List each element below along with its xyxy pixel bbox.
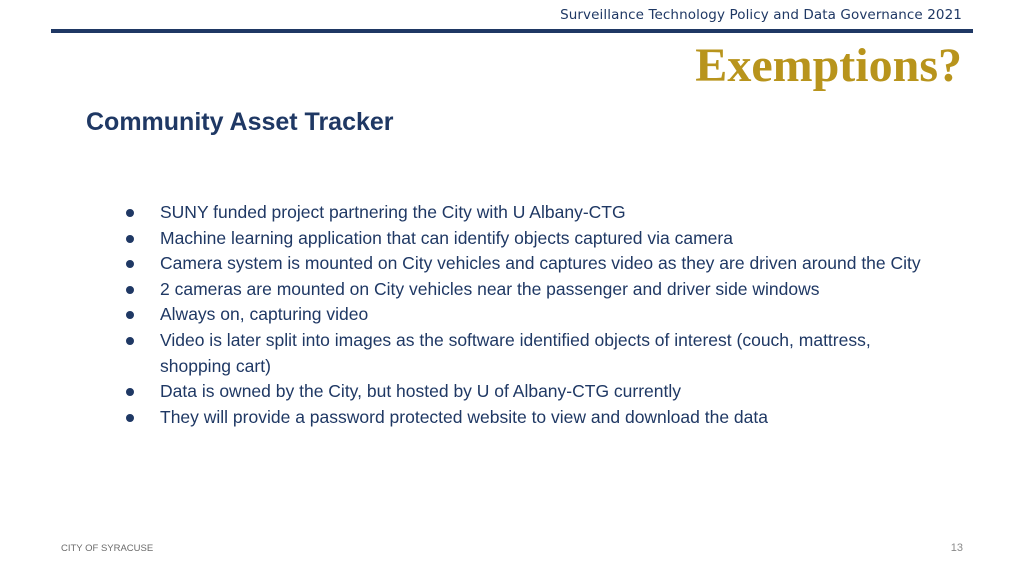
header-subtitle: Surveillance Technology Policy and Data Governance 2021 — [560, 7, 962, 23]
bullet-text: 2 cameras are mounted on City vehicles near the passenger and driver side windows — [160, 278, 820, 299]
bullet-item — [122, 405, 922, 431]
bullet-item — [122, 328, 922, 379]
bullet-item — [122, 251, 922, 277]
bullet-text: Data is owned by the City, but hosted by U of Albany-CTG currently — [160, 381, 682, 402]
bullet-text: Always on, capturing video — [160, 304, 369, 325]
bullet-dot-icon — [126, 337, 134, 345]
bullet-text: Video is later split into images as the software identified objects of interest (couch, mattress, shopping cart) — [160, 329, 871, 376]
bullet-item — [122, 226, 922, 252]
bullet-item — [122, 379, 922, 405]
slide-title: Exemptions? — [695, 39, 962, 92]
bullet-dot-icon — [126, 388, 134, 396]
bullet-text: Camera system is mounted on City vehicles and captures video as they are driven around the City — [160, 253, 921, 274]
bullet-dot-icon — [126, 414, 134, 422]
header-divider — [51, 29, 973, 33]
bullet-dot-icon — [126, 286, 134, 294]
bullet-dot-icon — [126, 260, 134, 268]
bullet-dot-icon — [126, 209, 134, 217]
page-number: 13 — [950, 542, 963, 554]
footer-organization: CITY OF SYRACUSE — [61, 543, 154, 554]
bullet-text: SUNY funded project partnering the City with U Albany-CTG — [160, 202, 626, 222]
bullet-dot-icon — [126, 235, 134, 243]
bullet-dot-icon — [126, 311, 134, 319]
bullet-item — [122, 200, 922, 226]
section-heading: Community Asset Tracker — [86, 108, 394, 136]
bullet-item — [122, 302, 922, 328]
bullet-item — [122, 277, 922, 303]
bullet-list — [122, 200, 922, 430]
bullet-text: They will provide a password protected website to view and download the data — [160, 406, 768, 427]
bullet-text: Machine learning application that can identify objects captured via camera — [160, 227, 733, 248]
